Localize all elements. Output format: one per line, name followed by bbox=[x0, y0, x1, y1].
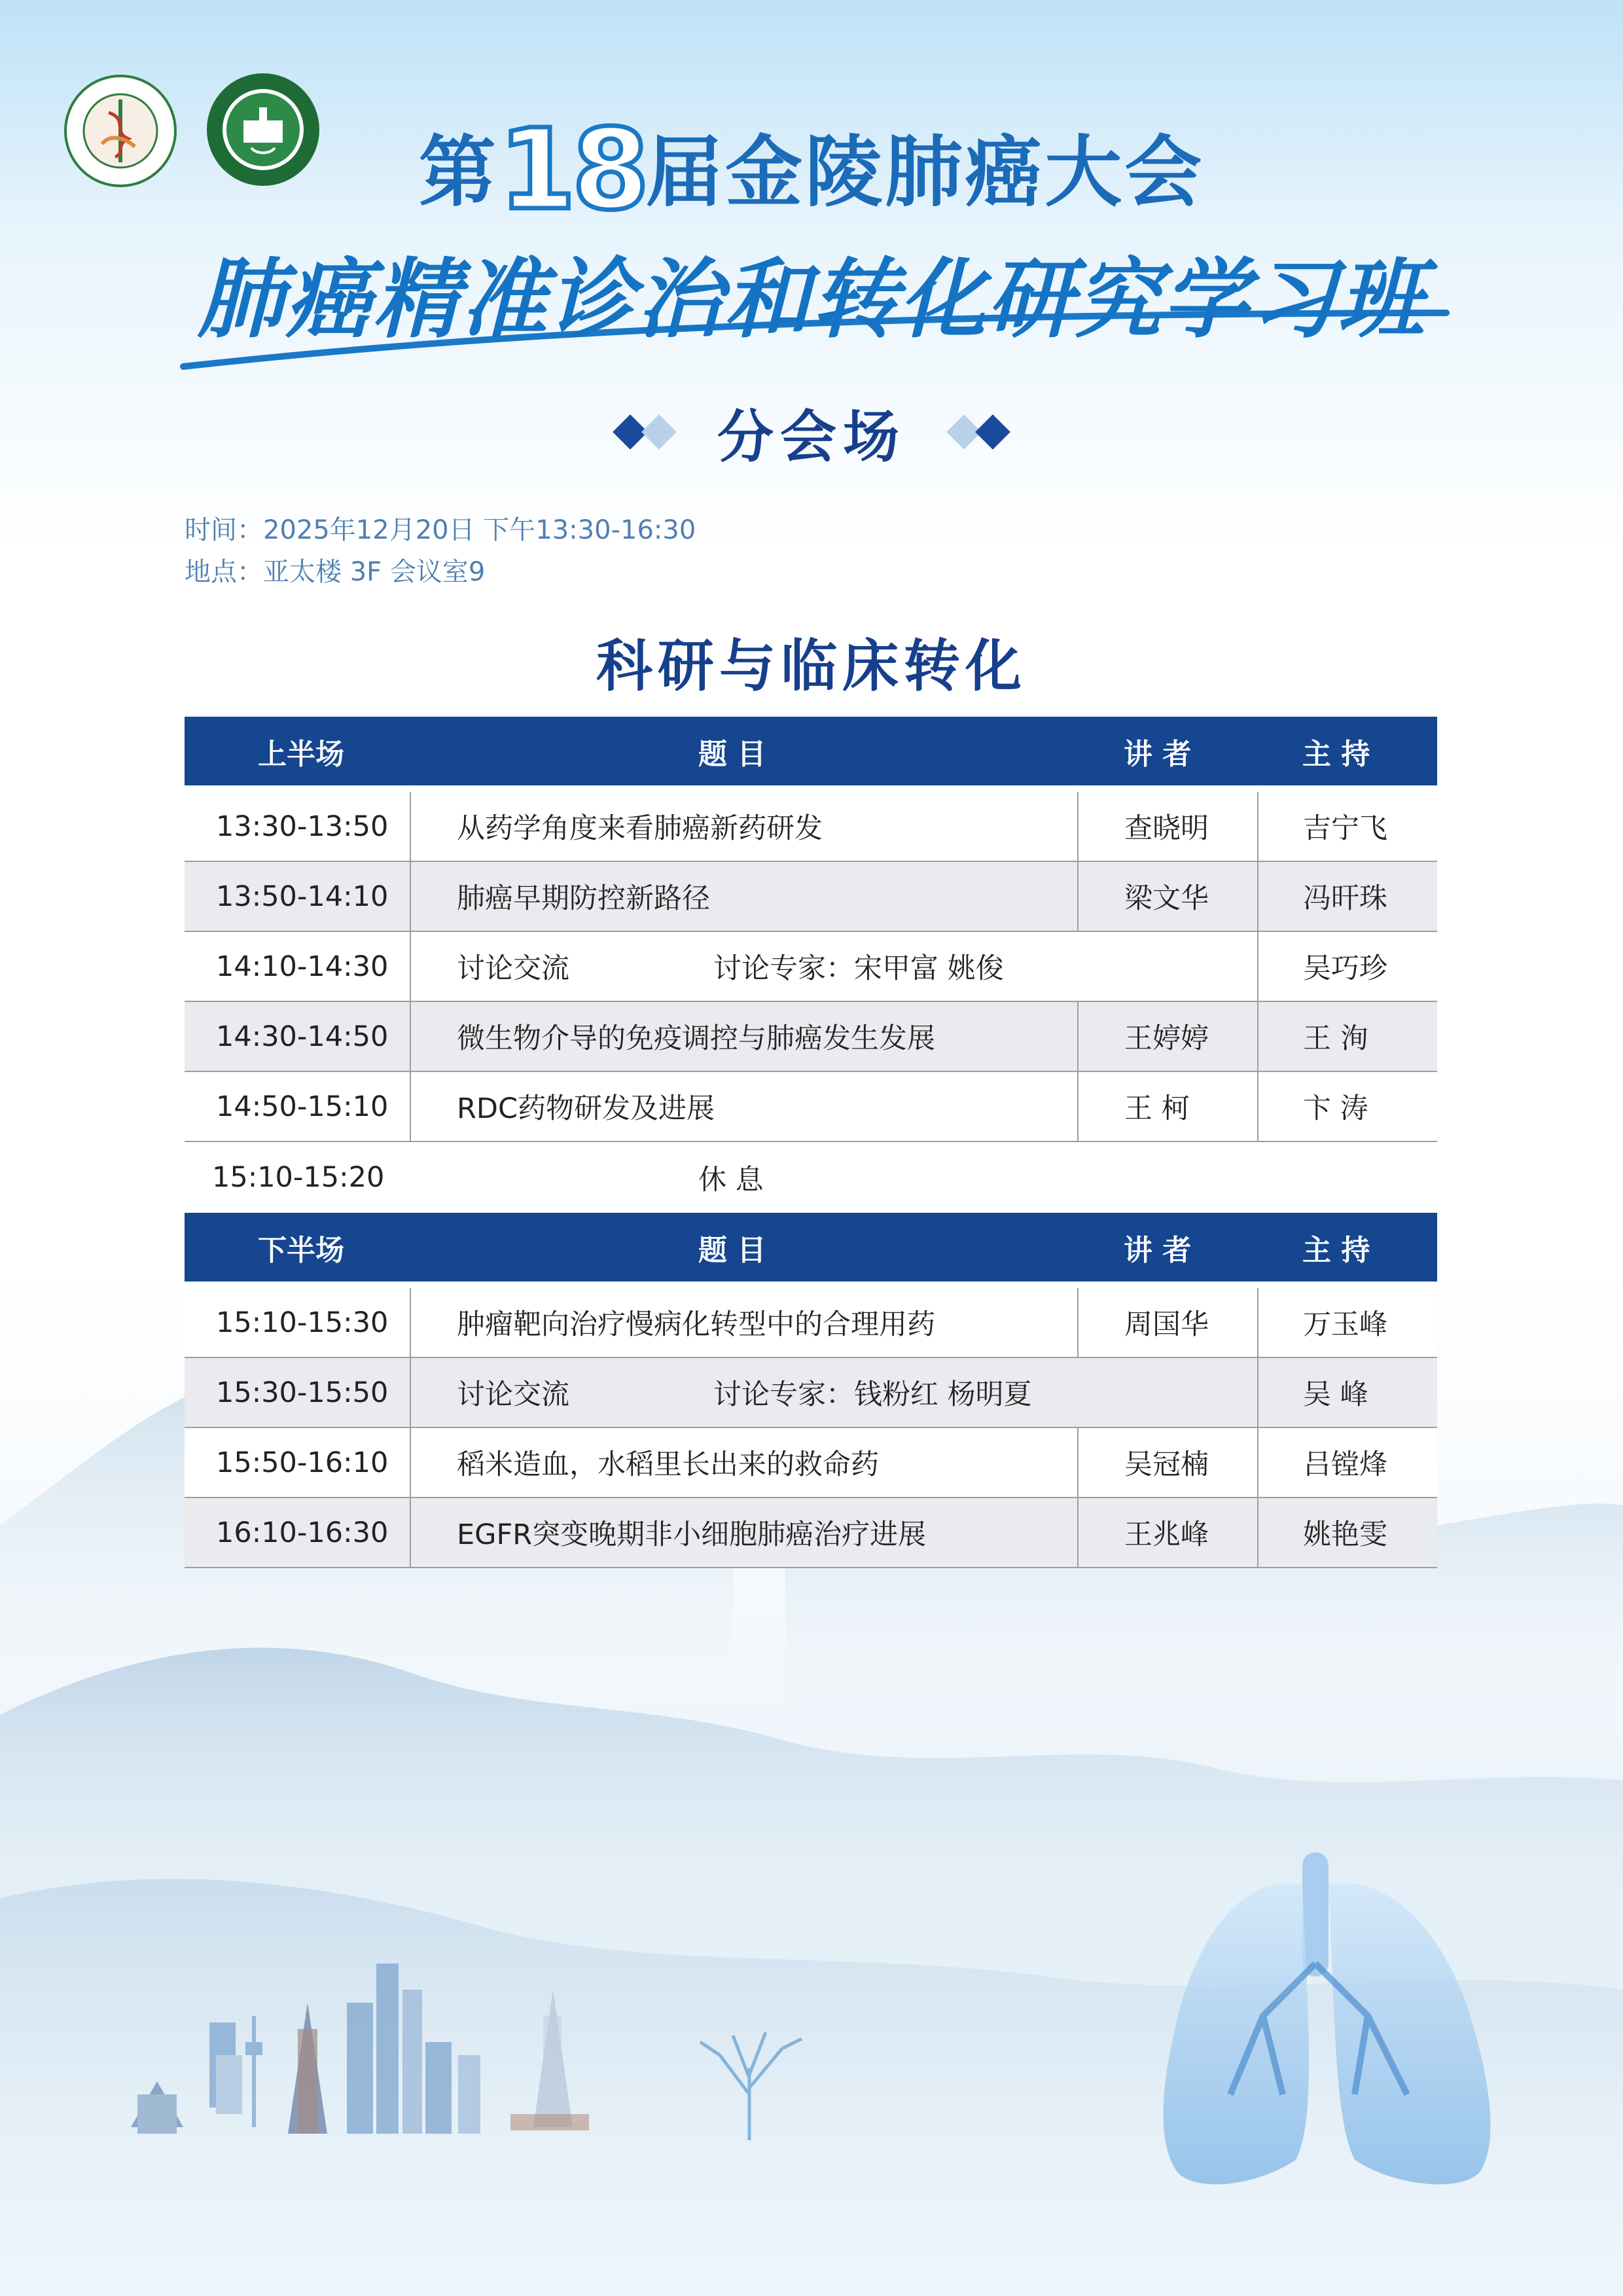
break-label: 休 息 bbox=[410, 1141, 1437, 1213]
row-time: 15:30-15:50 bbox=[185, 1357, 410, 1427]
row-host: 卞 涛 bbox=[1258, 1071, 1437, 1141]
table-row bbox=[185, 1498, 1437, 1568]
event-subtitle: 肺癌精准诊治和转化研究学习班 bbox=[198, 249, 1425, 350]
column-speaker: 讲 者 bbox=[1078, 1213, 1258, 1282]
row-topic: 微生物介导的免疫调控与肺癌发生发展 bbox=[410, 1001, 1078, 1071]
row-topic: 肺癌早期防控新路径 bbox=[410, 861, 1078, 931]
title-number: 18 bbox=[498, 105, 646, 235]
row-host: 冯旰珠 bbox=[1258, 861, 1437, 931]
row-topic bbox=[410, 931, 1258, 1001]
row-time: 14:10-14:30 bbox=[185, 931, 410, 1001]
venue-label: 分会场 bbox=[717, 404, 906, 470]
row-speaker: 王 柯 bbox=[1078, 1071, 1258, 1141]
row-time: 15:10-15:30 bbox=[185, 1288, 410, 1357]
row-time: 13:30-13:50 bbox=[185, 792, 410, 861]
row-speaker: 吴冠楠 bbox=[1078, 1427, 1258, 1498]
row-topic: 稻米造血，水稻里长出来的救命药 bbox=[410, 1427, 1078, 1498]
table-row-discussion bbox=[185, 931, 1437, 1001]
section-title: 科研与临床转化 bbox=[596, 634, 1027, 699]
table-row-discussion bbox=[185, 1357, 1437, 1427]
row-topic: 肿瘤靶向治疗慢病化转型中的合理用药 bbox=[410, 1288, 1078, 1357]
table-row bbox=[185, 792, 1437, 861]
diamond-decoration-left bbox=[618, 420, 671, 444]
session-label: 上半场 bbox=[185, 717, 410, 785]
discussion-experts: 讨论专家：宋甲富 姚俊 bbox=[713, 952, 1004, 985]
first-half-header bbox=[185, 717, 1437, 785]
venue-heading bbox=[0, 393, 1623, 471]
row-host: 王 洵 bbox=[1258, 1001, 1437, 1071]
row-time: 13:50-14:10 bbox=[185, 861, 410, 931]
column-speaker: 讲 者 bbox=[1078, 717, 1258, 785]
table-row bbox=[185, 861, 1437, 931]
row-time: 16:10-16:30 bbox=[185, 1498, 410, 1568]
row-time: 15:50-16:10 bbox=[185, 1427, 410, 1498]
table-row bbox=[185, 1001, 1437, 1071]
row-topic: RDC药物研发及进展 bbox=[410, 1071, 1078, 1141]
column-topic: 题 目 bbox=[410, 717, 1078, 785]
table-row bbox=[185, 1071, 1437, 1141]
diamond-decoration-right bbox=[952, 420, 1005, 444]
table-row bbox=[185, 1288, 1437, 1357]
row-host: 吴 峰 bbox=[1258, 1357, 1437, 1427]
column-host: 主 持 bbox=[1258, 717, 1437, 785]
break-time: 15:10-15:20 bbox=[185, 1141, 410, 1213]
row-speaker: 王兆峰 bbox=[1078, 1498, 1258, 1568]
column-topic: 题 目 bbox=[410, 1213, 1078, 1282]
table-row bbox=[185, 1427, 1437, 1498]
row-host: 吕镗烽 bbox=[1258, 1427, 1437, 1498]
row-host: 吴巧珍 bbox=[1258, 931, 1437, 1001]
row-speaker: 王婷婷 bbox=[1078, 1001, 1258, 1071]
break-row bbox=[185, 1141, 1437, 1213]
row-time: 14:50-15:10 bbox=[185, 1071, 410, 1141]
discussion-label: 讨论交流 bbox=[457, 1378, 569, 1411]
discussion-label: 讨论交流 bbox=[457, 952, 569, 985]
row-speaker: 梁文华 bbox=[1078, 861, 1258, 931]
schedule-table bbox=[185, 717, 1437, 1568]
row-host: 万玉峰 bbox=[1258, 1288, 1437, 1357]
column-host: 主 持 bbox=[1258, 1213, 1437, 1282]
event-place: 地点：亚太楼 3F 会议室9 bbox=[185, 557, 486, 587]
second-half-header bbox=[185, 1213, 1437, 1282]
discussion-experts: 讨论专家：钱粉红 杨明夏 bbox=[713, 1378, 1032, 1411]
row-time: 14:30-14:50 bbox=[185, 1001, 410, 1071]
row-host: 姚艳雯 bbox=[1258, 1498, 1437, 1568]
title-suffix: 届金陵肺癌大会 bbox=[645, 127, 1205, 217]
event-title bbox=[0, 105, 1623, 235]
row-speaker: 查晓明 bbox=[1078, 792, 1258, 861]
row-speaker: 周国华 bbox=[1078, 1288, 1258, 1357]
event-time: 时间：2025年12月20日 下午13:30-16:30 bbox=[185, 515, 696, 545]
row-topic bbox=[410, 1357, 1258, 1427]
row-topic: 从药学角度来看肺癌新药研发 bbox=[410, 792, 1078, 861]
session-label: 下半场 bbox=[185, 1213, 410, 1282]
row-topic: EGFR突变晚期非小细胞肺癌治疗进展 bbox=[410, 1498, 1078, 1568]
row-host: 吉宁飞 bbox=[1258, 792, 1437, 861]
title-prefix: 第 bbox=[418, 127, 499, 217]
